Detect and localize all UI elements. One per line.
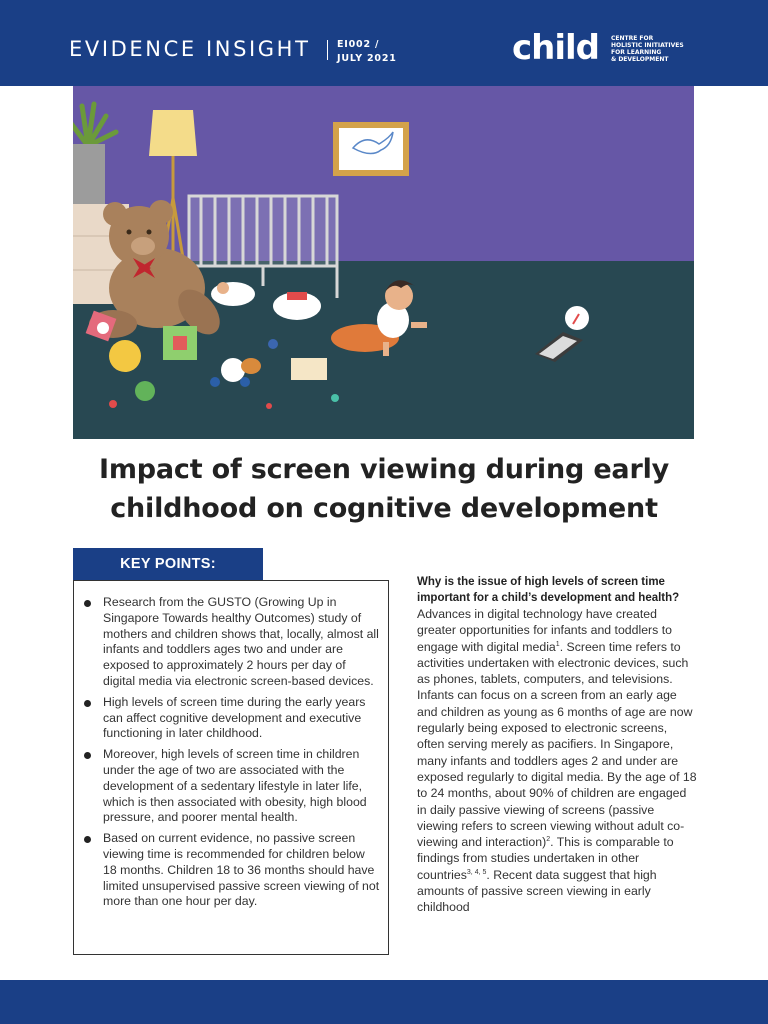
- bullet-icon: [84, 600, 91, 607]
- nursery-illustration: [73, 86, 694, 439]
- reference-marker: 2: [546, 836, 551, 844]
- key-points-box: [73, 580, 389, 955]
- issue-info: [337, 38, 397, 66]
- bullet-icon: [84, 700, 91, 707]
- key-point-text: Moreover, high levels of screen time in children under the age of two are associated with the development of a sedentary lifestyle in later life, which is then associated with obesity, high blood pressure, and poorer mental health.: [103, 747, 367, 825]
- page-title: [30, 450, 738, 528]
- key-point: [74, 695, 388, 742]
- issue-code: EI002 /: [337, 39, 380, 50]
- bird-picture: [333, 122, 409, 176]
- reference-marker: 3, 4, 5: [466, 868, 487, 876]
- logo-word: child: [512, 28, 600, 68]
- key-point: [74, 595, 388, 690]
- header-divider: [327, 40, 328, 60]
- title-line: Impact of screen viewing during early: [98, 454, 670, 485]
- brand-title: EVIDENCE INSIGHT: [69, 37, 311, 61]
- body-text: . Recent data suggest that high amounts of passive screen viewing in early childhood: [417, 867, 657, 915]
- body-text: Advances in digital technology have created greater opportunities for infants and toddlers to engage with digital media: [417, 607, 672, 654]
- key-points-heading: KEY POINTS:: [73, 548, 263, 580]
- key-point-text: Research from the GUSTO (Growing Up in Singapore Towards healthy Outcomes) study of mothers and children shows that, locally, almost all infants and toddlers ages two and under are exposed to approximately 2 hours per day of digital media via electronic screen-based devices.: [103, 595, 379, 688]
- header-banner: [0, 0, 768, 86]
- logo-line: FOR LEARNING: [611, 49, 662, 56]
- bullet-icon: [84, 752, 91, 759]
- key-points-list: [74, 595, 388, 915]
- key-point-text: Based on current evidence, no passive screen viewing time is recommended for children below 18 months. Children 18 to 36 months should have limited unsupervised passive screen viewing of not more than one hour per day.: [103, 831, 380, 909]
- footer-banner: [0, 980, 768, 1024]
- logo-line: & DEVELOPMENT: [611, 56, 669, 63]
- body-text: . Screen time refers to activities undertaken with electronic devices, such as phones, tablets, computers, and televisions. Infants can focus on a screen from an early age and children as young as 6 months of age are now regularly being exposed to electronic screens, often serving merely as pacifiers. In Singapore, many infants and toddlers ages 2 and under are exposed regularly to digital media. By the age of 18 to 24 months, about 90% of children are engaged in daily passive viewing of screens (passive viewing refers to screen viewing without adult co-viewing and interaction): [417, 639, 697, 850]
- key-point: [74, 747, 388, 826]
- issue-date: JULY 2021: [337, 53, 397, 64]
- logo-subtitle: [611, 35, 701, 63]
- key-point: [74, 831, 388, 910]
- logo-line: CENTRE FOR: [611, 35, 654, 42]
- section-body: [417, 606, 697, 916]
- reference-marker: 1: [555, 640, 560, 648]
- body-text: . This is comparable to findings from studies undertaken in other countries: [417, 835, 674, 882]
- key-point-text: High levels of screen time during the early years can affect cognitive development and executive functioning in later childhood.: [103, 694, 366, 741]
- logo-line: HOLISTIC INITIATIVES: [611, 42, 684, 49]
- section-question: Why is the issue of high levels of screen time important for a child’s development and health?: [417, 576, 680, 604]
- article-section: [417, 574, 697, 916]
- bullet-icon: [84, 836, 91, 843]
- title-line: childhood on cognitive development: [110, 493, 658, 524]
